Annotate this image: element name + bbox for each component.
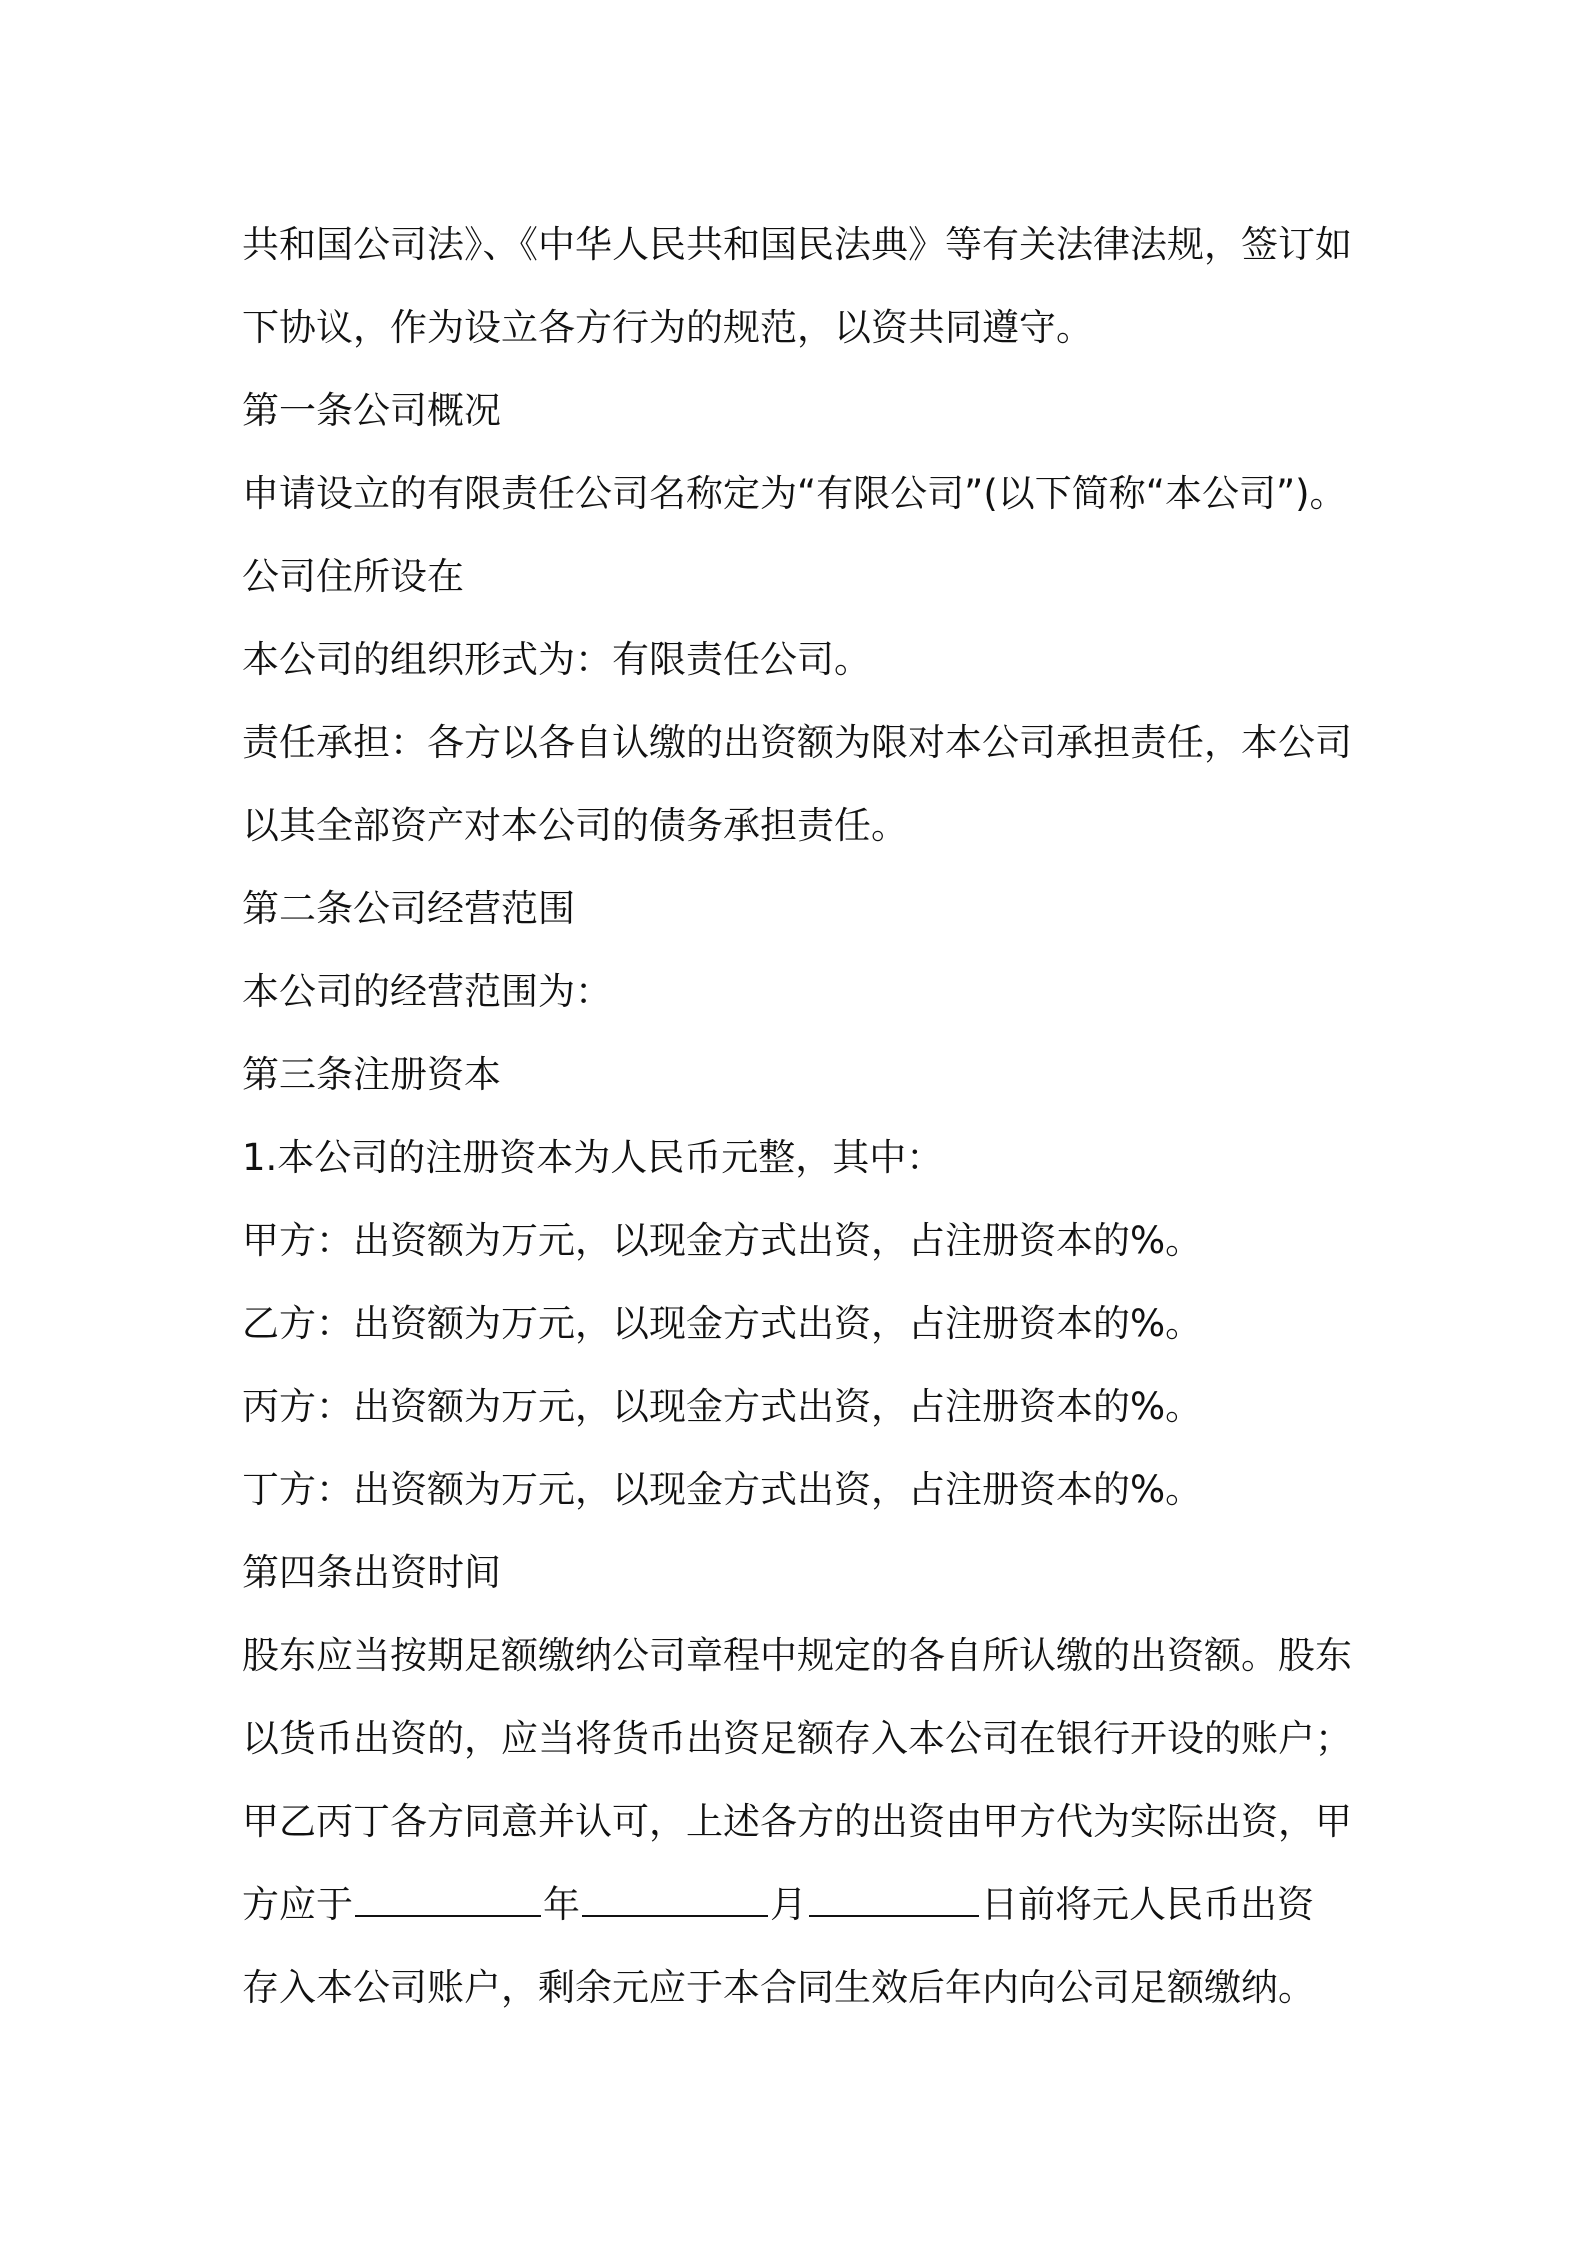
paragraph-line: 公司住所设在 — [242, 555, 464, 598]
paragraph-line: 申请设立的有限责任公司名称定为“有限公司”(以下简称“本公司”)。 — [242, 472, 1347, 515]
paragraph-line: 甲乙丙丁各方同意并认可，上述各方的出资由甲方代为实际出资，甲 — [242, 1800, 1352, 1843]
date-line-year: 年 — [543, 1883, 580, 1926]
paragraph-line: 共和国公司法》、《中华人民共和国民法典》等有关法律法规，签订如 — [242, 223, 1352, 266]
paragraph-line: 本公司的经营范围为： — [242, 970, 612, 1013]
paragraph-line: 乙方：出资额为万元，以现金方式出资，占注册资本的%。 — [242, 1302, 1203, 1345]
paragraph-line: 下协议，作为设立各方行为的规范，以资共同遵守。 — [242, 306, 1093, 349]
document-body — [242, 203, 1362, 2029]
month-blank — [582, 1885, 768, 1917]
date-line-prefix: 方应于 — [242, 1883, 353, 1926]
paragraph-line: 丁方：出资额为万元，以现金方式出资，占注册资本的%。 — [242, 1468, 1203, 1511]
date-line-suffix: 日前将元人民币出资 — [981, 1883, 1314, 1926]
paragraph-line: 存入本公司账户，剩余元应于本合同生效后年内向公司足额缴纳。 — [242, 1966, 1315, 2009]
year-blank — [355, 1885, 541, 1917]
paragraph-line: 以其全部资产对本公司的债务承担责任。 — [242, 804, 908, 847]
paragraph-line: 甲方：出资额为万元，以现金方式出资，占注册资本的%。 — [242, 1219, 1203, 1262]
date-line-month: 月 — [770, 1883, 807, 1926]
day-blank — [809, 1885, 979, 1917]
paragraph-line: 丙方：出资额为万元，以现金方式出资，占注册资本的%。 — [242, 1385, 1203, 1428]
paragraph-line: 股东应当按期足额缴纳公司章程中规定的各自所认缴的出资额。股东 — [242, 1634, 1352, 1677]
section-heading: 第三条注册资本 — [242, 1053, 501, 1096]
section-heading: 第一条公司概况 — [242, 389, 501, 432]
section-heading: 第四条出资时间 — [242, 1551, 501, 1594]
paragraph-line: 1.本公司的注册资本为人民币元整，其中： — [242, 1136, 944, 1179]
paragraph-line: 本公司的组织形式为：有限责任公司。 — [242, 638, 871, 681]
paragraph-line: 责任承担：各方以各自认缴的出资额为限对本公司承担责任，本公司 — [242, 721, 1352, 764]
section-heading: 第二条公司经营范围 — [242, 887, 575, 930]
paragraph-line: 以货币出资的，应当将货币出资足额存入本公司在银行开设的账户； — [242, 1717, 1352, 1760]
date-fill-line — [242, 1863, 1362, 1946]
